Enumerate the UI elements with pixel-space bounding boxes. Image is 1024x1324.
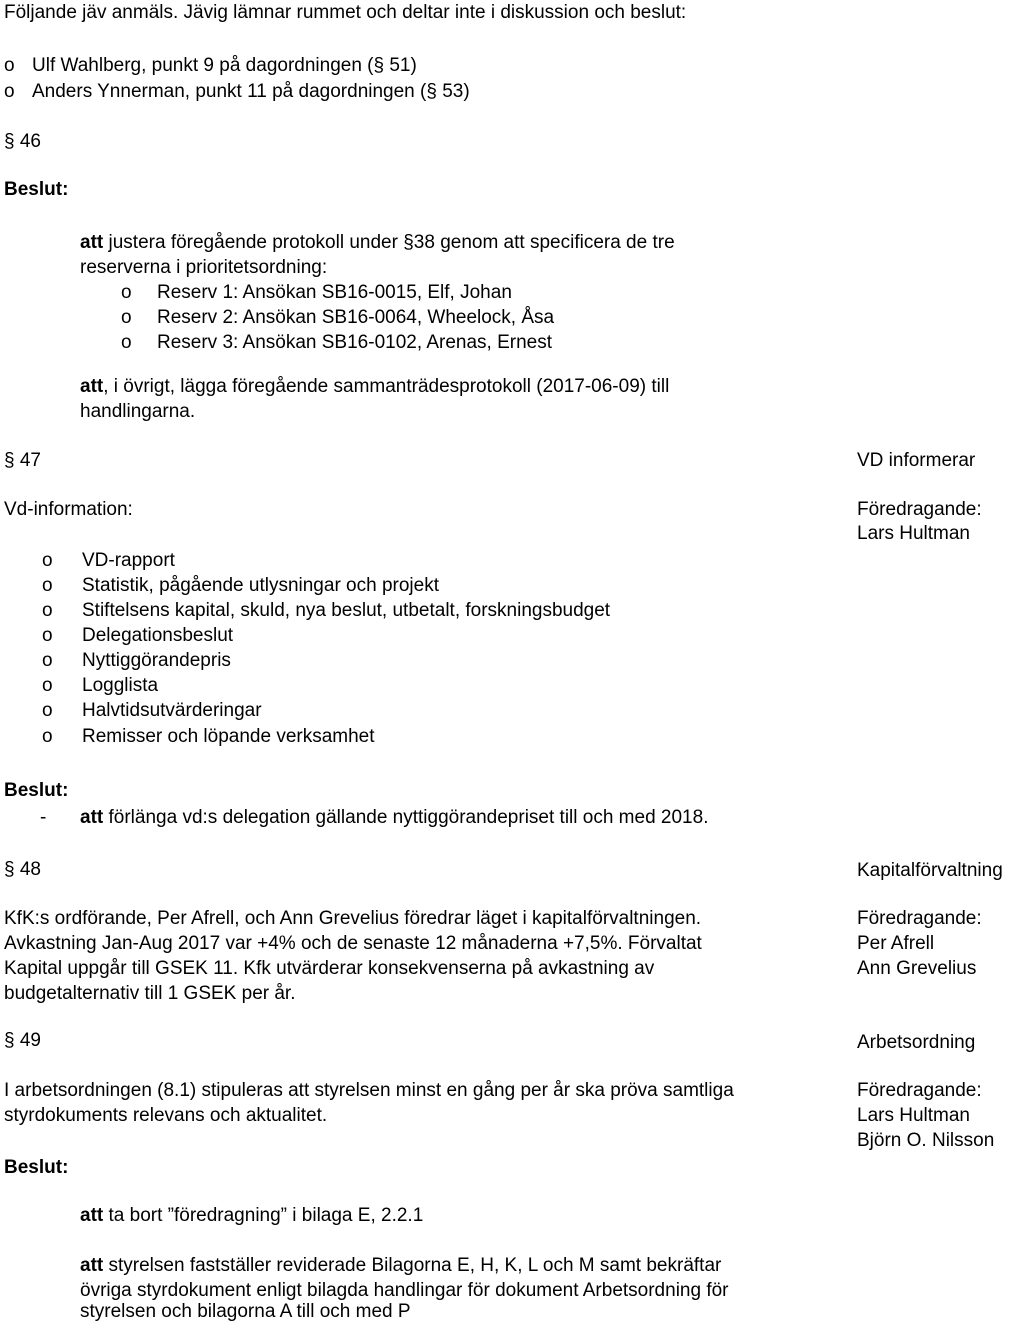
section-46-decision-2: att, i övrigt, lägga föregående sammanträdesprotokoll (2017-06-09) till xyxy=(80,376,670,397)
section-49-topic: Arbetsordning xyxy=(857,1032,976,1053)
section-46-decision-1: att justera föregående protokoll under §38 genom att specificera de tre xyxy=(80,232,675,253)
bullet-icon: o xyxy=(42,650,53,671)
section-49-decision-1: att ta bort ”föredragning” i bilaga E, 2.2.1 xyxy=(80,1205,424,1226)
bullet-icon: o xyxy=(42,600,53,621)
bullet-icon: o xyxy=(121,282,132,303)
bullet-icon: o xyxy=(4,81,15,102)
section-48-line: Avkastning Jan-Aug 2017 var +4% och de senaste 12 månaderna +7,5%. Förvaltat xyxy=(4,933,702,954)
section-49-presenter-label: Föredragande: xyxy=(857,1080,982,1101)
section-46-decision-2-cont: handlingarna. xyxy=(80,401,196,422)
bullet-icon: o xyxy=(42,675,53,696)
bullet-icon: o xyxy=(42,550,53,571)
section-47-topic: VD informerar xyxy=(857,450,976,471)
bullet-icon: o xyxy=(42,700,53,721)
bullet-icon: o xyxy=(4,55,15,76)
section-46-heading: § 46 xyxy=(4,131,41,152)
section-48-line: Kapital uppgår till GSEK 11. Kfk utvärderar konsekvenserna på avkastning av xyxy=(4,958,655,979)
bullet-icon: o xyxy=(42,625,53,646)
section-49-presenter: Lars Hultman xyxy=(857,1105,970,1126)
section-49-line: styrdokuments relevans och aktualitet. xyxy=(4,1105,328,1126)
section-47-heading: § 47 xyxy=(4,450,41,471)
section-49-beslut-label: Beslut: xyxy=(4,1157,69,1178)
section-49-heading: § 49 xyxy=(4,1030,41,1051)
section-49-decision-2: att styrelsen fastställer reviderade Bilagorna E, H, K, L och M samt bekräftar xyxy=(80,1255,722,1276)
section-49-decision-2-cont: styrelsen och bilagorna A till och med P xyxy=(80,1301,411,1322)
bullet-icon: o xyxy=(42,575,53,596)
section-48-heading: § 48 xyxy=(4,859,41,880)
section-48-presenter: Ann Grevelius xyxy=(857,958,977,979)
section-48-line: budgetalternativ till 1 GSEK per år. xyxy=(4,983,296,1004)
bullet-icon: o xyxy=(121,332,132,353)
dash-icon: - xyxy=(40,807,47,828)
section-49-line: I arbetsordningen (8.1) stipuleras att styrelsen minst en gång per år ska pröva samtliga xyxy=(4,1080,734,1101)
section-46-beslut-label: Beslut: xyxy=(4,179,69,200)
section-48-line: KfK:s ordförande, Per Afrell, och Ann Grevelius föredrar läget i kapitalförvaltningen. xyxy=(4,908,702,929)
section-48-presenter: Per Afrell xyxy=(857,933,935,954)
section-47-presenter-label: Föredragande: xyxy=(857,499,982,520)
intro-text: Följande jäv anmäls. Jävig lämnar rummet och deltar inte i diskussion och beslut: xyxy=(4,2,687,23)
bullet-icon: o xyxy=(42,726,53,747)
section-46-decision-1-cont: reserverna i prioritetsordning: xyxy=(80,257,328,278)
section-49-decision-2-cont: övriga styrdokument enligt bilagda handlingar för dokument Arbetsordning för xyxy=(80,1280,729,1301)
section-49-presenter: Björn O. Nilsson xyxy=(857,1130,995,1151)
section-48-topic: Kapitalförvaltning xyxy=(857,860,1003,881)
section-47-label: Vd-information: xyxy=(4,499,133,520)
section-48-presenter-label: Föredragande: xyxy=(857,908,982,929)
bullet-icon: o xyxy=(121,307,132,328)
section-47-beslut-label: Beslut: xyxy=(4,780,69,801)
section-47-presenter: Lars Hultman xyxy=(857,523,970,544)
